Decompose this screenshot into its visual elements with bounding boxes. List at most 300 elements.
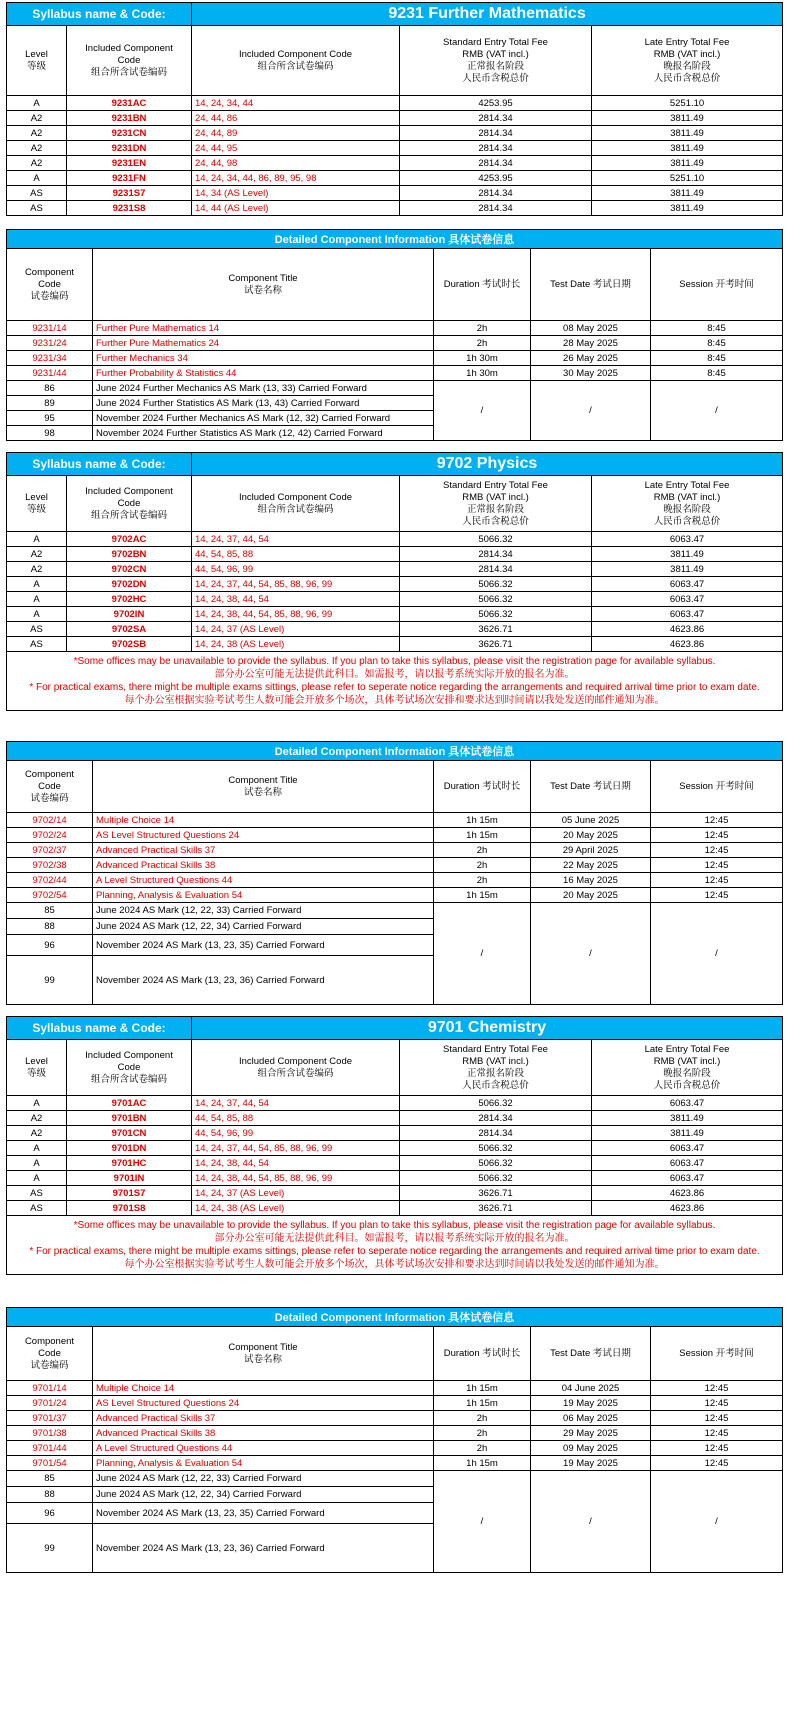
standard-fee-cell: 5066.32 [400,1171,592,1186]
included-code-cell: 9702DN [67,577,192,592]
included-code-cell: 9701CN [67,1126,192,1141]
table-row [7,1381,783,1396]
component-code-cell: 9702/14 [7,813,93,828]
test-date-cell: 29 April 2025 [531,843,651,858]
note-line: 部分办公室可能无法提供此科目。如需报考，请以报考系统实际开放的报名为准。 [214,669,575,680]
included-code-cell: 9231BN [67,111,192,126]
table-row [7,562,783,577]
component-title-cell: November 2024 Further Statistics AS Mark (12, 42) Carried Forward [93,426,434,441]
late-fee-cell: 5251.10 [592,96,783,111]
component-rows [7,1381,783,1573]
included-code-cell: 9231CN [67,126,192,141]
duration-cell: 2h [434,858,531,873]
col-level: Level 等级 [25,491,48,515]
test-date-cell: 06 May 2025 [531,1411,651,1426]
table-row [7,186,783,201]
component-codes-cell: 24, 44, 95 [192,141,400,156]
col-component-codes: Included Component Code 组合所含试卷编码 [238,491,353,515]
standard-fee-cell: 3626.71 [400,1186,592,1201]
test-date-cell: 28 May 2025 [531,336,651,351]
session-cell: 12:45 [651,1456,783,1471]
col-component-codes: Included Component Code 组合所含试卷编码 [238,48,353,72]
late-fee-cell: 4623.86 [592,637,783,652]
note-line: 部分办公室可能无法提供此科目。如需报考，请以报考系统实际开放的报名为准。 [214,1233,575,1244]
table-row [7,1426,783,1441]
component-code-cell: 9702/24 [7,828,93,843]
session-cell: 8:45 [651,366,783,381]
level-cell: AS [7,1186,67,1201]
component-codes-cell: 14, 34 (AS Level) [192,186,400,201]
table-row [7,532,783,547]
component-title-cell: June 2024 AS Mark (12, 22, 33) Carried Forward [93,1471,434,1487]
table-row [7,592,783,607]
level-cell: A2 [7,126,67,141]
table-row [7,577,783,592]
late-fee-cell: 6063.47 [592,532,783,547]
level-cell: A2 [7,111,67,126]
included-code-cell: 9231FN [67,171,192,186]
col-component-codes: Included Component Code 组合所含试卷编码 [238,1055,353,1079]
included-code-cell: 9701AC [67,1096,192,1111]
syllabus-rows [7,1096,783,1216]
component-codes-cell: 44, 54, 96, 99 [192,1126,400,1141]
component-code-cell: 85 [7,1471,93,1487]
test-date-cell: 08 May 2025 [531,321,651,336]
late-fee-cell: 3811.49 [592,126,783,141]
component-code-cell: 9231/24 [7,336,93,351]
session-cell: / [651,1471,783,1573]
test-date-cell: / [531,381,651,441]
note-line: 每个办公室根据实验考试考生人数可能会开放多个场次，具体考试场次安排和要求达到时间请以我处发送的邮件通知为准。 [124,1259,665,1270]
component-codes-cell: 24, 44, 98 [192,156,400,171]
included-code-cell: 9702SB [67,637,192,652]
late-fee-cell: 3811.49 [592,562,783,577]
table-row [7,1096,783,1111]
standard-fee-cell: 2814.34 [400,186,592,201]
component-code-cell: 9231/34 [7,351,93,366]
table-row [7,111,783,126]
late-fee-cell: 6063.47 [592,577,783,592]
level-cell: A [7,1156,67,1171]
detail-title: Detailed Component Information 具体试卷信息 [7,230,783,249]
level-cell: A2 [7,156,67,171]
component-code-cell: 86 [7,381,93,396]
standard-fee-cell: 5066.32 [400,532,592,547]
note-line: 每个办公室根据实验考试考生人数可能会开放多个场次，具体考试场次安排和要求达到时间请以我处发送的邮件通知为准。 [124,695,665,706]
syllabus-block-further-maths [6,2,782,216]
duration-cell: 1h 30m [434,351,531,366]
component-codes-cell: 14, 24, 38, 44, 54, 85, 88, 96, 99 [192,1171,400,1186]
component-code-cell: 9702/44 [7,873,93,888]
component-title-cell: Planning, Analysis & Evaluation 54 [93,1456,434,1471]
component-title-cell: A Level Structured Questions 44 [93,873,434,888]
standard-fee-cell: 5066.32 [400,577,592,592]
test-date-cell: 20 May 2025 [531,828,651,843]
component-title-cell: Advanced Practical Skills 38 [93,858,434,873]
included-code-cell: 9701HC [67,1156,192,1171]
duration-cell: / [434,1471,531,1573]
col-component-title: Component Title 试卷名称 [228,272,298,296]
late-fee-cell: 6063.47 [592,607,783,622]
included-code-cell: 9701DN [67,1141,192,1156]
table-row [7,843,783,858]
duration-cell: 2h [434,873,531,888]
component-title-cell: June 2024 Further Statistics AS Mark (13, 43) Carried Forward [93,396,434,411]
table-row [7,171,783,186]
level-cell: A2 [7,141,67,156]
test-date-cell: 30 May 2025 [531,366,651,381]
session-cell: 12:45 [651,873,783,888]
col-session: Session 开考时间 [679,1347,754,1359]
table-row [7,1441,783,1456]
late-fee-cell: 4623.86 [592,622,783,637]
component-title-cell: June 2024 AS Mark (12, 22, 33) Carried Forward [93,903,434,919]
duration-cell: 2h [434,1411,531,1426]
test-date-cell: / [531,903,651,1005]
col-session: Session 开考时间 [679,278,754,290]
component-code-cell: 88 [7,919,93,935]
table-row [7,888,783,903]
col-test-date: Test Date 考试日期 [550,780,631,792]
component-code-cell: 9702/38 [7,858,93,873]
component-block-chemistry [6,1307,782,1573]
level-cell: AS [7,637,67,652]
component-code-cell: 9701/38 [7,1426,93,1441]
level-cell: AS [7,1201,67,1216]
table-row [7,1186,783,1201]
syllabus-name: 9702 Physics [192,453,783,476]
table-row [7,96,783,111]
level-cell: A2 [7,1111,67,1126]
syllabus-block-chemistry [6,1016,782,1275]
component-code-cell: 9701/44 [7,1441,93,1456]
component-title-cell: Further Mechanics 34 [93,351,434,366]
note-line: *Some offices may be unavailable to provide the syllabus. If you plan to take this syllabus, please visit the registration page for available syllabus. [73,656,716,667]
component-code-cell: 9701/14 [7,1381,93,1396]
standard-fee-cell: 5066.32 [400,1156,592,1171]
col-test-date: Test Date 考试日期 [550,1347,631,1359]
col-included-code: Included Component Code 组合所含试卷编码 [85,42,173,78]
session-cell: 8:45 [651,321,783,336]
session-cell: 12:45 [651,828,783,843]
test-date-cell: 29 May 2025 [531,1426,651,1441]
component-title-cell: June 2024 AS Mark (12, 22, 34) Carried Forward [93,919,434,935]
level-cell: AS [7,201,67,216]
test-date-cell: 05 June 2025 [531,813,651,828]
standard-fee-cell: 2814.34 [400,111,592,126]
component-code-cell: 9702/37 [7,843,93,858]
component-title-cell: Further Pure Mathematics 14 [93,321,434,336]
level-cell: A [7,171,67,186]
duration-cell: 2h [434,336,531,351]
late-fee-cell: 3811.49 [592,156,783,171]
table-row [7,321,783,336]
late-fee-cell: 6063.47 [592,1096,783,1111]
component-codes-cell: 14, 24, 38 (AS Level) [192,637,400,652]
note-line: * For practical exams, there might be multiple exams sittings, please refer to seperate notice regarding the arrangements and required arrival time prior to exam date. [29,682,760,693]
detail-title: Detailed Component Information 具体试卷信息 [7,742,783,761]
component-title-cell: June 2024 Further Mechanics AS Mark (13, 33) Carried Forward [93,381,434,396]
syllabus-name: 9701 Chemistry [192,1017,783,1040]
component-code-cell: 9702/54 [7,888,93,903]
syllabus-notes [7,1216,783,1275]
col-component-title: Component Title 试卷名称 [228,774,298,798]
table-row [7,201,783,216]
component-title-cell: Multiple Choice 14 [93,813,434,828]
included-code-cell: 9702BN [67,547,192,562]
duration-cell: 1h 15m [434,888,531,903]
col-component-title: Component Title 试卷名称 [228,1341,298,1365]
duration-cell: 1h 30m [434,366,531,381]
component-codes-cell: 44, 54, 85, 88 [192,547,400,562]
component-title-cell: Multiple Choice 14 [93,1381,434,1396]
syllabus-rows [7,96,783,216]
level-cell: A [7,607,67,622]
component-title-cell: Planning, Analysis & Evaluation 54 [93,888,434,903]
col-standard-fee: Standard Entry Total Fee RMB (VAT incl.) 正常报名阶段 人民币含税总价 [443,36,548,84]
session-cell: 12:45 [651,813,783,828]
col-level: Level 等级 [25,1055,48,1079]
late-fee-cell: 3811.49 [592,186,783,201]
component-codes-cell: 24, 44, 86 [192,111,400,126]
component-code-cell: 98 [7,426,93,441]
included-code-cell: 9231S8 [67,201,192,216]
table-row [7,1471,783,1487]
syllabus-label: Syllabus name & Code: [7,1017,192,1040]
col-included-code: Included Component Code 组合所含试卷编码 [85,485,173,521]
component-title-cell: November 2024 Further Mechanics AS Mark (12, 32) Carried Forward [93,411,434,426]
component-code-cell: 9701/24 [7,1396,93,1411]
duration-cell: / [434,381,531,441]
col-test-date: Test Date 考试日期 [550,278,631,290]
standard-fee-cell: 3626.71 [400,637,592,652]
table-row [7,1126,783,1141]
col-late-fee: Late Entry Total Fee RMB (VAT incl.) 晚报名阶段 人民币含税总价 [644,36,730,84]
late-fee-cell: 3811.49 [592,111,783,126]
standard-fee-cell: 5066.32 [400,592,592,607]
col-duration: Duration 考试时长 [443,1347,521,1359]
standard-fee-cell: 4253.95 [400,96,592,111]
component-title-cell: Advanced Practical Skills 38 [93,1426,434,1441]
syllabus-label: Syllabus name & Code: [7,453,192,476]
component-codes-cell: 14, 24, 37 (AS Level) [192,1186,400,1201]
component-code-cell: 9701/54 [7,1456,93,1471]
session-cell: 12:45 [651,888,783,903]
included-code-cell: 9231EN [67,156,192,171]
duration-cell: 2h [434,321,531,336]
late-fee-cell: 6063.47 [592,1171,783,1186]
session-cell: / [651,381,783,441]
standard-fee-cell: 3626.71 [400,1201,592,1216]
component-code-cell: 9231/44 [7,366,93,381]
component-codes-cell: 44, 54, 85, 88 [192,1111,400,1126]
table-row [7,1111,783,1126]
test-date-cell: / [531,1471,651,1573]
syllabus-rows [7,532,783,652]
component-code-cell: 9701/37 [7,1411,93,1426]
test-date-cell: 22 May 2025 [531,858,651,873]
table-row [7,873,783,888]
component-codes-cell: 14, 24, 38, 44, 54 [192,1156,400,1171]
test-date-cell: 19 May 2025 [531,1396,651,1411]
table-row [7,156,783,171]
component-codes-cell: 44, 54, 96, 99 [192,562,400,577]
session-cell: 8:45 [651,351,783,366]
table-row [7,1411,783,1426]
table-row [7,1171,783,1186]
component-rows [7,321,783,441]
component-code-cell: 96 [7,935,93,956]
included-code-cell: 9231AC [67,96,192,111]
included-code-cell: 9701S8 [67,1201,192,1216]
table-row [7,637,783,652]
included-code-cell: 9702HC [67,592,192,607]
session-cell: 12:45 [651,1441,783,1456]
col-component-code: Component Code 试卷编码 [24,266,75,302]
component-title-cell: November 2024 AS Mark (13, 23, 36) Carried Forward [93,956,434,1005]
session-cell: 12:45 [651,858,783,873]
table-row [7,622,783,637]
component-codes-cell: 14, 24, 38, 44, 54 [192,592,400,607]
col-standard-fee: Standard Entry Total Fee RMB (VAT incl.) 正常报名阶段 人民币含税总价 [443,1043,548,1091]
session-cell: / [651,903,783,1005]
component-code-cell: 88 [7,1487,93,1503]
component-codes-cell: 14, 24, 37, 44, 54 [192,1096,400,1111]
duration-cell: 1h 15m [434,813,531,828]
late-fee-cell: 3811.49 [592,201,783,216]
level-cell: A2 [7,1126,67,1141]
included-code-cell: 9231S7 [67,186,192,201]
duration-cell: 1h 15m [434,1381,531,1396]
note-line: * For practical exams, there might be multiple exams sittings, please refer to seperate notice regarding the arrangements and required arrival time prior to exam date. [29,1246,760,1257]
table-row [7,366,783,381]
session-cell: 12:45 [651,1426,783,1441]
session-cell: 8:45 [651,336,783,351]
level-cell: A2 [7,562,67,577]
col-session: Session 开考时间 [679,780,754,792]
late-fee-cell: 3811.49 [592,141,783,156]
table-row [7,903,783,919]
late-fee-cell: 3811.49 [592,1126,783,1141]
standard-fee-cell: 3626.71 [400,622,592,637]
late-fee-cell: 4623.86 [592,1201,783,1216]
late-fee-cell: 3811.49 [592,1111,783,1126]
included-code-cell: 9702IN [67,607,192,622]
session-cell: 12:45 [651,1411,783,1426]
duration-cell: 2h [434,843,531,858]
test-date-cell: 04 June 2025 [531,1381,651,1396]
table-row [7,607,783,622]
test-date-cell: 16 May 2025 [531,873,651,888]
duration-cell: 2h [434,1441,531,1456]
component-codes-cell: 24, 44, 89 [192,126,400,141]
duration-cell: 1h 15m [434,1456,531,1471]
component-codes-cell: 14, 24, 37, 44, 54 [192,532,400,547]
included-code-cell: 9702CN [67,562,192,577]
table-row [7,547,783,562]
syllabus-label: Syllabus name & Code: [7,3,192,26]
table-row [7,126,783,141]
table-row [7,1156,783,1171]
component-title-cell: Further Probability & Statistics 44 [93,366,434,381]
table-row [7,1456,783,1471]
standard-fee-cell: 2814.34 [400,562,592,577]
standard-fee-cell: 2814.34 [400,547,592,562]
level-cell: AS [7,622,67,637]
col-component-code: Component Code 试卷编码 [24,768,75,804]
level-cell: A2 [7,547,67,562]
component-code-cell: 99 [7,956,93,1005]
component-code-cell: 96 [7,1503,93,1524]
component-title-cell: November 2024 AS Mark (13, 23, 35) Carried Forward [93,1503,434,1524]
component-title-cell: AS Level Structured Questions 24 [93,1396,434,1411]
component-title-cell: November 2024 AS Mark (13, 23, 35) Carried Forward [93,935,434,956]
session-cell: 12:45 [651,1396,783,1411]
table-row [7,141,783,156]
duration-cell: 1h 15m [434,1396,531,1411]
level-cell: A [7,592,67,607]
col-late-fee: Late Entry Total Fee RMB (VAT incl.) 晚报名阶段 人民币含税总价 [644,479,730,527]
included-code-cell: 9701BN [67,1111,192,1126]
standard-fee-cell: 2814.34 [400,156,592,171]
table-row [7,813,783,828]
syllabus-notes [7,652,783,711]
component-codes-cell: 14, 44 (AS Level) [192,201,400,216]
component-codes-cell: 14, 24, 37, 44, 54, 85, 88, 96, 99 [192,1141,400,1156]
standard-fee-cell: 5066.32 [400,1141,592,1156]
included-code-cell: 9702AC [67,532,192,547]
component-title-cell: Advanced Practical Skills 37 [93,1411,434,1426]
level-cell: A [7,1171,67,1186]
standard-fee-cell: 4253.95 [400,171,592,186]
included-code-cell: 9702SA [67,622,192,637]
component-block-further-maths [6,229,782,441]
standard-fee-cell: 2814.34 [400,126,592,141]
standard-fee-cell: 2814.34 [400,141,592,156]
component-code-cell: 9231/14 [7,321,93,336]
session-cell: 12:45 [651,843,783,858]
included-code-cell: 9231DN [67,141,192,156]
level-cell: A [7,1141,67,1156]
included-code-cell: 9701IN [67,1171,192,1186]
standard-fee-cell: 2814.34 [400,1111,592,1126]
syllabus-block-physics [6,452,782,711]
table-row [7,828,783,843]
table-row [7,1396,783,1411]
component-title-cell: A Level Structured Questions 44 [93,1441,434,1456]
component-title-cell: Advanced Practical Skills 37 [93,843,434,858]
late-fee-cell: 4623.86 [592,1186,783,1201]
level-cell: A [7,577,67,592]
detail-title: Detailed Component Information 具体试卷信息 [7,1308,783,1327]
duration-cell: / [434,903,531,1005]
table-row [7,858,783,873]
table-row [7,336,783,351]
component-code-cell: 85 [7,903,93,919]
col-duration: Duration 考试时长 [443,780,521,792]
level-cell: A [7,96,67,111]
component-codes-cell: 14, 24, 38, 44, 54, 85, 88, 96, 99 [192,607,400,622]
col-standard-fee: Standard Entry Total Fee RMB (VAT incl.) 正常报名阶段 人民币含税总价 [443,479,548,527]
included-code-cell: 9701S7 [67,1186,192,1201]
duration-cell: 2h [434,1426,531,1441]
component-codes-cell: 14, 24, 37, 44, 54, 85, 88, 96, 99 [192,577,400,592]
component-rows [7,813,783,1005]
table-row [7,1201,783,1216]
session-cell: 12:45 [651,1381,783,1396]
component-block-physics [6,741,782,1005]
component-title-cell: Further Pure Mathematics 24 [93,336,434,351]
